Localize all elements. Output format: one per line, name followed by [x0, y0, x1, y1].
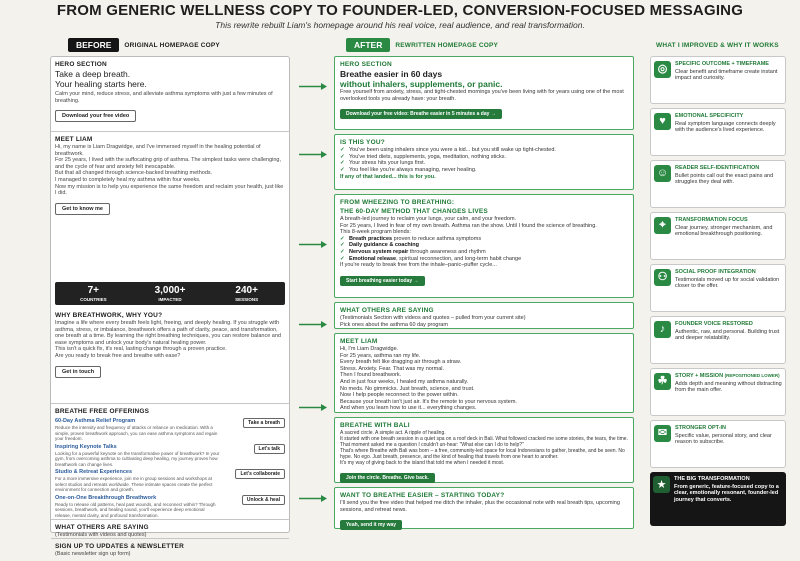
before-hero-section	[51, 57, 289, 132]
what-label	[656, 38, 779, 52]
join-circle-button[interactable]: Join the circle. Breathe. Give back.	[340, 473, 435, 483]
take-a-breath-button[interactable]: Take a breath	[243, 418, 285, 428]
section-heading: IS THIS YOU?	[340, 139, 385, 146]
offering-item: Studio & Retreat Experiences For a more immersive experience, join me in group sessions and workshops at select studios and retreats worldwide. These intimate spaces create the perfect environment for connection and growth. Let's collaborate	[55, 469, 285, 493]
arrow-right-icon	[299, 320, 327, 329]
send-it-button[interactable]: Yeah, send it my way	[340, 520, 402, 530]
person-icon: ☺	[654, 165, 671, 182]
program-item: ✓ Emotional release, spiritual reconnection, and long-term habit change	[340, 255, 522, 262]
section-heading: HERO SECTION	[340, 61, 392, 68]
program-item: ✓ Breath practices proven to reduce asthma symptoms	[340, 235, 482, 242]
people-icon: ⚇	[654, 269, 671, 286]
after-is-this-you-section	[334, 134, 634, 190]
improvement-item: ◎ SPECIFIC OUTCOME + TIMEFRAME Clear benefit and timeframe create instant impact and curiosity.	[650, 56, 786, 104]
mail-icon: ✉	[654, 425, 671, 442]
program-item: ✓ Daily guidance & coaching	[340, 242, 419, 249]
improvement-item: ☺ READER SELF-IDENTIFICATION Bullet points call out the exact pains and struggles they deal with.	[650, 160, 786, 208]
meet-body: Hi, I'm Liam Dragwidge. For 25 years, asthma ran my life. Every breath felt like dragging air through a straw. Stress. Anxiety. Fear. That was my normal. Then I found breathwork. And in just four weeks, I healed my asthma naturally. No meds. No gimmicks. Just breath, science, and trust. Now I help people reconnect to the power within. Because your breath isn't just air. It's the remote to your nervous system. And when you learn how to use it... everything changes.	[340, 346, 517, 412]
check-icon: ✓	[340, 166, 345, 173]
improvement-item: ♥ EMOTIONAL SPECIFICITY Real symptom language connects deeply with the audience's lived experience.	[650, 108, 786, 156]
arrow-right-icon	[299, 150, 327, 159]
stat-countries: 7+ COUNTRIES	[80, 285, 107, 302]
download-video-button[interactable]: Download your free video: Breathe easier in 5 minutes a day →	[340, 109, 502, 119]
before-column	[50, 56, 290, 557]
download-video-button[interactable]: Download your free video	[55, 110, 136, 122]
improvement-item: ✉ STRONGER OPT-IN Specific value, personal story, and clear reason to subscribe.	[650, 420, 786, 468]
after-caption: REWRITTEN HOMEPAGE COPY	[395, 41, 499, 49]
voice-icon: ♪	[654, 321, 671, 338]
others-body: (Testimonials Section with videos and quotes – pulled from your current site) Pick ones about the asthma 60 day program	[340, 315, 526, 328]
before-signup-section	[51, 539, 289, 561]
stats-bar	[55, 282, 285, 305]
before-offerings-section	[51, 404, 289, 520]
pain-point-item: ✓ You feel like you're always managing, never healing.	[340, 166, 477, 173]
hero-body: Calm your mind, reduce stress, and alleviate asthma symptoms with just a few minutes of breathing.	[55, 91, 273, 104]
section-heading: HERO SECTION	[55, 61, 107, 68]
offering-item: One-on-One Breakthrough Breathwork Ready to release old patterns, heal past wounds, and reconnect within? Through sessions, breathwork, and healing sound, you'll experience deep emotional release, mental clarity, and profound transformation. Unlock & heal	[55, 495, 285, 519]
check-icon: ✓	[340, 255, 345, 262]
improvement-item: ♪ FOUNDER VOICE RESTORED Authentic, raw, and personal. Building trust and deeper relatability.	[650, 316, 786, 364]
section-heading: WHAT OTHERS ARE SAYING	[340, 307, 434, 314]
improvement-item: ⚇ SOCIAL PROOF INTEGRATION Testimonials moved up for social validation closer to the offer.	[650, 264, 786, 312]
meet-body: Hi, my name is Liam Dragwidge, and I've immersed myself in the healing potential of breathwork. For 25 years, I lived with the suffocating grip of asthma. The simplest tasks were challenging, and the cycle of fear and anxiety felt inescapable. But that all changed through science-backed breathing methods. I managed to completely heal my asthma within four weeks. Now my mission is to help you experience the same freedom and reclaim your health, just like I did.	[55, 144, 284, 197]
hero-headline-accent: without inhalers, supplements, or panic.	[340, 79, 503, 89]
after-cta-section	[334, 487, 634, 529]
offering-item: Inspiring Keynote Talks Looking for a powerful keynote on the transformative power of breathwork? In your gym, from overcoming asthma to cultivating deep healing, my journey proves how breathwork can change lives. Let's talk	[55, 444, 285, 468]
hero-body: Free yourself from anxiety, stress, and tight-chested mornings you've been living with for years using one of the most overlooked tools you already have: your breath.	[340, 89, 624, 102]
hero-headline: Take a deep breath. Your healing starts here.	[55, 69, 147, 89]
section-heading: FROM WHEEZING TO BREATHING: THE 60-DAY METHOD THAT CHANGES LIVES	[340, 199, 488, 215]
before-why-section	[51, 308, 289, 404]
start-breathing-button[interactable]: Start breathing easier today →	[340, 276, 425, 286]
pain-point-item: ✓ You've tried diets, supplements, yoga, meditation, nothing sticks.	[340, 153, 507, 160]
pain-point-item: ✓ Your stress hits your lungs first.	[340, 160, 426, 167]
get-in-touch-button[interactable]: Get in touch	[55, 366, 101, 378]
section-heading: WANT TO BREATHE EASIER – STARTING TODAY?	[340, 492, 505, 499]
improvement-item: ☘ STORY + MISSION (REPOSITIONED LOWER) Adds depth and meaning without distracting from the main offer.	[650, 368, 786, 416]
after-meet-section	[334, 333, 634, 413]
before-others-section	[51, 520, 289, 539]
section-heading: WHAT OTHERS ARE SAYING	[55, 524, 149, 531]
why-body: Imagine a life where every breath feels light, freeing, and deeply healing. If you struggle with asthma, stress, or imbalance, breathwork offers a path of clarity, peace, and transformation, one breath at a time. By learning the right breathing techniques, you can restore balance and ease symptoms and unlock your body's natural healing power. This isn't a quick fix, it's real, lasting change through a proven practice. Are you ready to break free and breathe with ease?	[55, 320, 281, 359]
heart-icon: ♥	[654, 113, 671, 130]
section-heading: BREATHE WITH BALI	[340, 422, 410, 429]
focus-icon: ⌖	[654, 217, 671, 234]
after-column	[334, 56, 634, 533]
section-heading: WHY BREATHWORK, WHY YOU?	[55, 312, 163, 319]
after-method-section	[334, 194, 634, 298]
unlock-heal-button[interactable]: Unlock & heal	[242, 495, 285, 505]
section-heading: BREATHE FREE OFFERINGS	[55, 408, 150, 415]
arrow-right-icon	[299, 82, 327, 91]
bali-body: A sacred circle. A simple act. A ripple of healing. It started with one breath session in a quiet spa on a roof deck in Bali. What followed cracked me some stories, the tears, the time. That moment asked me a question I couldn't un-hear: "What else can I do to help?" That's where Breathe with Bali was born – a free, community-led space for local Indonesians to gather, breathe, and be seen. No hype. No ego. Just breath, presence, and the kind of healing that travels from one heart to another. It's my way of giving back to the island that told me when I needed it most.	[340, 430, 628, 466]
after-label	[346, 38, 498, 52]
after-bali-section	[334, 417, 634, 483]
before-pill: BEFORE	[68, 38, 119, 52]
offering-item: 60-Day Asthma Relief Program Reduce the intensity and frequency of attacks or reliance on medication. With a simple, proven breathwork approach, you can ease asthma symptoms and regain your freedom. Take a breath	[55, 418, 285, 442]
pain-point-item: ✓ You've been using inhalers since you were a kid... but you still wake up tight-chested.	[340, 147, 556, 153]
others-body: (Testimonials with videos and quotes)	[55, 532, 147, 538]
check-icon: ✓	[340, 242, 345, 249]
before-meet-section	[51, 132, 289, 279]
section-heading: MEET LIAM	[55, 136, 93, 143]
after-pill: AFTER	[346, 38, 390, 52]
program-item: ✓ Nervous system repair through awareness and rhythm	[340, 248, 486, 255]
check-icon: ✓	[340, 153, 345, 160]
target-icon: ◎	[654, 61, 671, 78]
award-icon: ★	[653, 476, 670, 493]
after-others-section	[334, 302, 634, 329]
stat-sessions: 240+ SESSIONS	[235, 285, 259, 302]
improvements-column	[650, 56, 786, 533]
section-heading: MEET LIAM	[340, 338, 378, 345]
check-icon: ✓	[340, 235, 345, 242]
get-to-know-me-button[interactable]: Get to know me	[55, 203, 110, 215]
lets-collaborate-button[interactable]: Let's collaborate	[235, 469, 285, 479]
before-caption: ORIGINAL HOMEPAGE COPY	[124, 41, 220, 49]
cta-body: I'll send you the free video that helped me ditch the inhaler, plus the occasional note with real breath tips, upcoming sessions, and retreat news.	[340, 500, 620, 513]
leaf-icon: ☘	[654, 373, 671, 390]
arrow-right-icon	[299, 494, 327, 503]
before-label	[68, 38, 220, 52]
arrow-right-icon	[299, 403, 327, 412]
what-caption: WHAT I IMPROVED & WHY IT WORKS	[656, 41, 779, 49]
lets-talk-button[interactable]: Let's talk	[254, 444, 285, 454]
improvement-item: ⌖ TRANSFORMATION FOCUS Clear journey, stronger mechanism, and emotional breakthrough positioning.	[650, 212, 786, 260]
check-icon: ✓	[340, 248, 345, 255]
page-header	[0, 2, 800, 30]
arrow-right-icon	[299, 240, 327, 249]
method-footer: If you're ready to break free from the inhale–panic–puffer cycle...	[340, 262, 497, 269]
stat-impacted: 3,000+ IMPACTED	[154, 285, 186, 302]
after-hero-section	[334, 56, 634, 130]
page-subtitle: This rewrite rebuilt Liam's homepage around his real voice, real audience, and real transformation.	[215, 20, 585, 30]
check-icon: ✓	[340, 147, 345, 153]
is-this-you-footer: If any of that landed... this is for you.	[340, 174, 436, 181]
method-intro: A breath-led journey to reclaim your lungs, your calm, and your freedom. For 25 years, I lived in fear of my own breath. Asthma ran the show. Until I found the science of breathing. This 8-week program blends:	[340, 216, 597, 236]
signup-body: (Basic newsletter sign up form)	[55, 551, 131, 557]
section-heading: SIGN UP TO UPDATES & NEWSLETTER	[55, 543, 184, 550]
check-icon: ✓	[340, 160, 345, 167]
big-transformation-card: ★ THE BIG TRANSFORMATION From generic, feature-focused copy to a clear, emotionally resonant, founder-led journey that converts.	[650, 472, 786, 526]
hero-headline: Breathe easier in 60 days	[340, 69, 443, 79]
page-title: FROM GENERIC WELLNESS COPY TO FOUNDER-LED, CONVERSION-FOCUSED MESSAGING	[56, 2, 744, 19]
